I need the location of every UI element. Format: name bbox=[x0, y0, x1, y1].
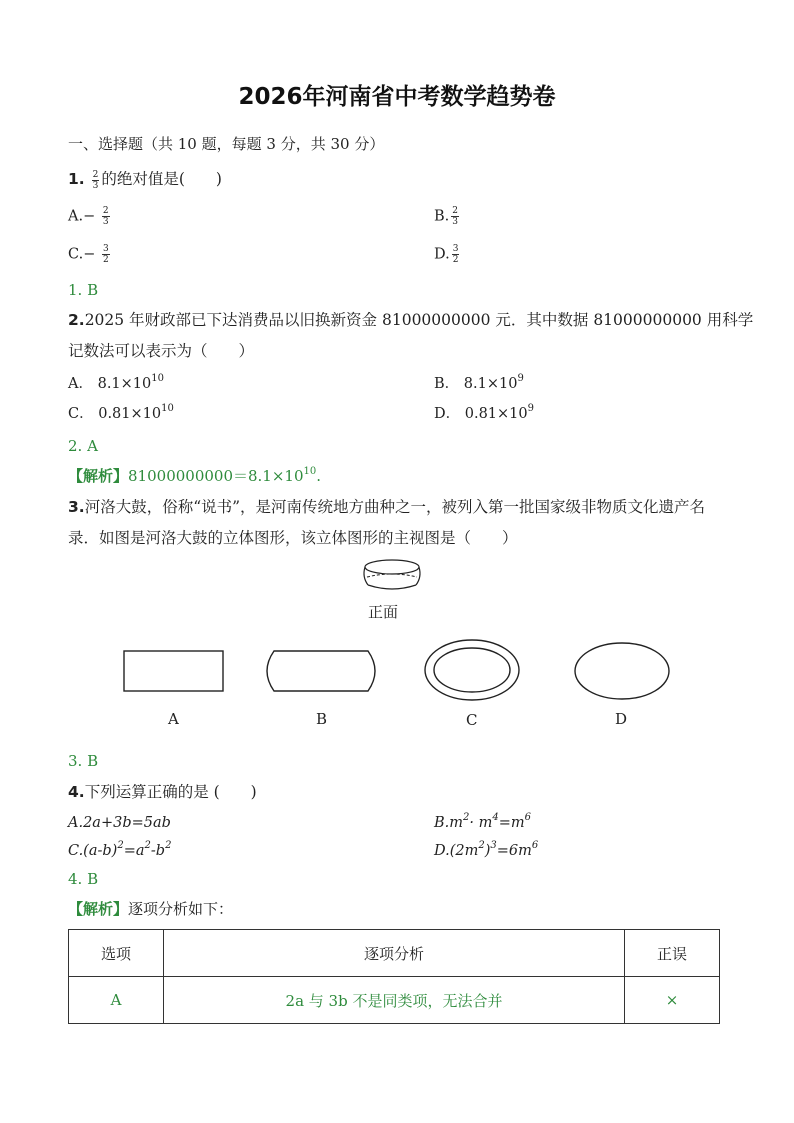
q2-option-d: D． $0.81\times 10^9$ bbox=[434, 403, 535, 422]
question-2-line-1: 2.2025 年财政部已下达消费品以旧换新资金 81000000000 元．其中数据 81000000000 用科学 bbox=[68, 311, 754, 329]
answer-3: 3. B bbox=[68, 752, 99, 770]
answer-1: 1. B bbox=[68, 281, 99, 299]
q2-option-b: B． $8.1\times 10^9$ bbox=[434, 373, 524, 392]
cell-analysis: 2a 与 3b 不是同类项，无法合并 bbox=[164, 977, 625, 1024]
q1-option-c: C.− $\frac{3}{2}$ bbox=[68, 244, 109, 265]
q1-option-b: B. $\frac{2}{3}$ bbox=[434, 206, 458, 227]
analysis-2: 【解析】$81000000000=8.1\times 10^{10}$. bbox=[68, 466, 322, 485]
cell-option: A bbox=[69, 977, 164, 1024]
question-3-line-2: 录．如图是河洛大鼓的立体图形，该立体图形的主视图是（ ） bbox=[68, 529, 518, 547]
answer-2: 2. A bbox=[68, 437, 98, 455]
choice-c-label: C bbox=[466, 711, 478, 729]
drum-figure bbox=[350, 555, 450, 603]
shape-rectangle bbox=[120, 645, 230, 700]
question-4: 4.下列运算正确的是 ( ) bbox=[68, 783, 257, 801]
table-header-row bbox=[69, 930, 720, 977]
q2-option-c: C． $0.81\times 10^{10}$ bbox=[68, 403, 174, 422]
analysis-table bbox=[68, 929, 720, 1024]
header-option: 选项 bbox=[69, 930, 164, 977]
q4-option-c: $C.(a-b)^2=a^2-b^2$ bbox=[68, 840, 172, 859]
choice-a-label: A bbox=[168, 710, 179, 728]
q4-option-b: $B.m^2\cdot m^4=m^6$ bbox=[434, 812, 532, 831]
question-3-line-1: 3.河洛大鼓，俗称“说书”，是河南传统地方曲种之一，被列入第一批国家级非物质文化遗产名 bbox=[68, 498, 706, 516]
shape-double-ellipse bbox=[420, 636, 525, 706]
q1-option-a: A.− $\frac{2}{3}$ bbox=[68, 206, 109, 227]
header-correctness: 正误 bbox=[625, 930, 720, 977]
choice-b-label: B bbox=[316, 710, 328, 728]
q4-option-d: $D.(2m^2)^3=6m^6$ bbox=[434, 840, 539, 859]
fraction: $\frac{2}{3}$ bbox=[92, 169, 99, 191]
front-label: 正面 bbox=[368, 603, 399, 621]
q1-option-d: D. $\frac{3}{2}$ bbox=[434, 244, 459, 265]
choice-d-label: D bbox=[615, 710, 628, 728]
analysis-4: 【解析】逐项分析如下： bbox=[68, 900, 234, 918]
answer-4: 4. B bbox=[68, 870, 99, 888]
q4-option-a: A.2a+3b=5ab bbox=[68, 815, 171, 831]
question-number: 1. bbox=[68, 170, 85, 188]
page-title: 2026年河南省中考数学趋势卷 bbox=[238, 84, 556, 110]
question-stem: 的绝对值是( ) bbox=[101, 170, 222, 188]
section-heading: 一、选择题（共 10 题，每题 3 分，共 30 分） bbox=[68, 135, 385, 153]
question-2-line-2: 记数法可以表示为（ ） bbox=[68, 342, 255, 360]
table-row bbox=[69, 977, 720, 1024]
question-1 bbox=[68, 169, 222, 191]
shape-ellipse bbox=[570, 638, 675, 704]
header-analysis: 逐项分析 bbox=[164, 930, 625, 977]
cell-correctness: × bbox=[625, 977, 720, 1024]
shape-rounded-barrel bbox=[260, 645, 385, 700]
q2-option-a: A． $8.1\times 10^{10}$ bbox=[68, 373, 164, 392]
